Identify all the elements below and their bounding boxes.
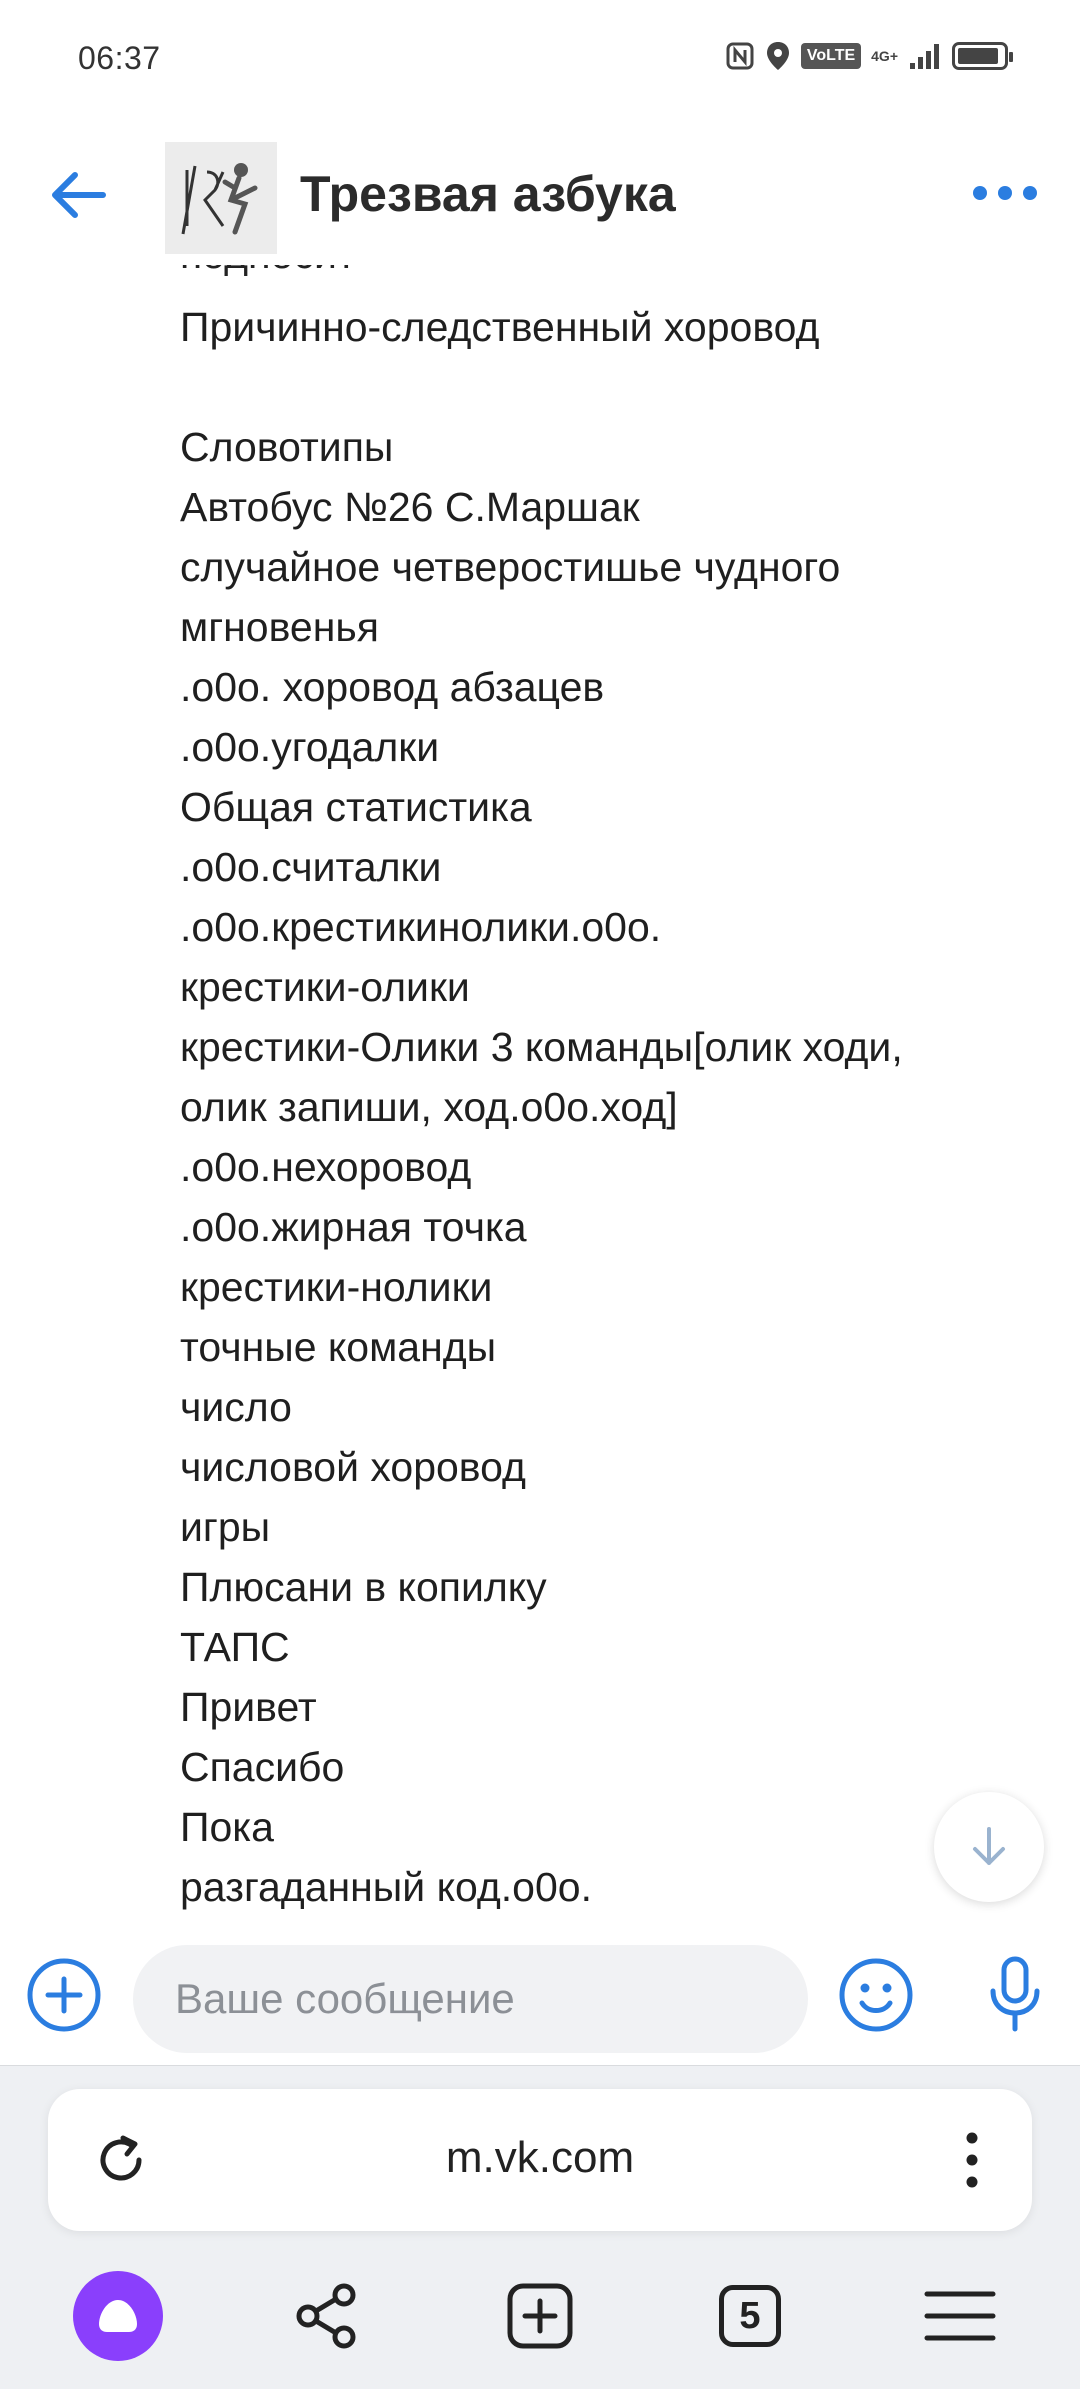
message-composer	[0, 1925, 1080, 2065]
arrow-left-icon	[47, 170, 107, 220]
message-line: олик запиши, ход.o0o.ход]	[180, 1084, 678, 1130]
avatar-image	[165, 142, 277, 254]
plus-circle-icon	[26, 1957, 102, 2033]
tabs-button[interactable]	[700, 2266, 800, 2366]
signal-icon	[908, 41, 942, 71]
message-text	[180, 297, 1040, 1917]
network-type: 4G+	[871, 48, 898, 64]
alice-icon	[73, 2271, 163, 2361]
nfc-icon	[725, 41, 755, 71]
message-line: Плюсани в копилку	[180, 1564, 547, 1610]
message-line: Привет	[180, 1684, 317, 1730]
status-time: 06:37	[78, 40, 161, 76]
chat-header	[0, 120, 1080, 265]
message-line: крестики-олики	[180, 964, 470, 1010]
message-line: Автобус №26 С.Маршак	[180, 484, 640, 530]
url-text[interactable]: m.vk.com	[445, 2133, 635, 2182]
message-line: .o0o.жирная точка	[180, 1204, 527, 1250]
message-line: число	[180, 1384, 292, 1430]
message-line: числовой хоровод	[180, 1444, 526, 1490]
attach-button[interactable]	[26, 1957, 102, 2033]
browser-menu-button[interactable]	[910, 2266, 1010, 2366]
browser-bottom-nav	[0, 2256, 1080, 2389]
chat-title[interactable]: Трезвая азбука	[300, 166, 676, 222]
message-line: Причинно-следственный хоровод	[180, 304, 820, 350]
message-line: .o0o.нехоровод	[180, 1144, 472, 1190]
status-icons	[725, 40, 1008, 72]
volte-badge: VoLTE	[801, 43, 861, 69]
message-line: крестики-нолики	[180, 1264, 493, 1310]
microphone-icon	[985, 1955, 1045, 2035]
message-line: Общая статистика	[180, 784, 532, 830]
page-menu-button[interactable]	[952, 2125, 992, 2195]
hamburger-menu-icon	[923, 2288, 997, 2344]
message-area[interactable]	[0, 265, 1080, 1925]
message-line: .o0o.считалки	[180, 844, 442, 890]
message-line: ТАПС	[180, 1624, 290, 1670]
back-button[interactable]	[40, 158, 114, 232]
message-line: случайное четверостишье чудного	[180, 544, 841, 590]
message-line: точные команды	[180, 1324, 497, 1370]
message-line: крестики-Олики 3 команды[олик ходи,	[180, 1024, 903, 1070]
emoji-button[interactable]	[838, 1957, 914, 2033]
arrow-down-icon	[969, 1825, 1009, 1869]
new-tab-button[interactable]	[490, 2266, 590, 2366]
message-line: .o0o.угодалки	[180, 724, 440, 770]
message-line: .o0o. хоровод абзацев	[180, 664, 605, 710]
share-icon	[292, 2281, 362, 2351]
battery-level	[958, 48, 998, 64]
smile-icon	[838, 1957, 914, 2033]
battery-icon	[952, 42, 1008, 70]
location-icon	[765, 40, 791, 72]
status-bar	[0, 0, 1080, 120]
tabs-count: 5	[719, 2285, 781, 2347]
more-dots-icon	[970, 183, 1040, 203]
message-line: Пока	[180, 1804, 274, 1850]
message-line: Словотипы	[180, 424, 394, 470]
message-line: игры	[180, 1504, 271, 1550]
message-input[interactable]	[133, 1945, 808, 2053]
vertical-dots-icon	[964, 2130, 980, 2190]
more-button[interactable]	[960, 168, 1050, 218]
message-line: мгновенья	[180, 604, 379, 650]
address-bar[interactable]	[48, 2089, 1032, 2231]
avatar[interactable]	[165, 142, 277, 254]
alice-assistant-button[interactable]	[68, 2266, 168, 2366]
scroll-down-button[interactable]	[934, 1792, 1044, 1902]
message-line	[180, 357, 1040, 417]
message-line: Спасибо	[180, 1744, 345, 1790]
share-button[interactable]	[277, 2266, 377, 2366]
message-line: разгаданный код.o0o.	[180, 1864, 592, 1910]
message-line: .o0o.крестикинолики.o0o.	[180, 904, 662, 950]
plus-square-icon	[505, 2281, 575, 2351]
browser-toolbar	[0, 2065, 1080, 2389]
voice-message-button[interactable]	[975, 1953, 1055, 2037]
